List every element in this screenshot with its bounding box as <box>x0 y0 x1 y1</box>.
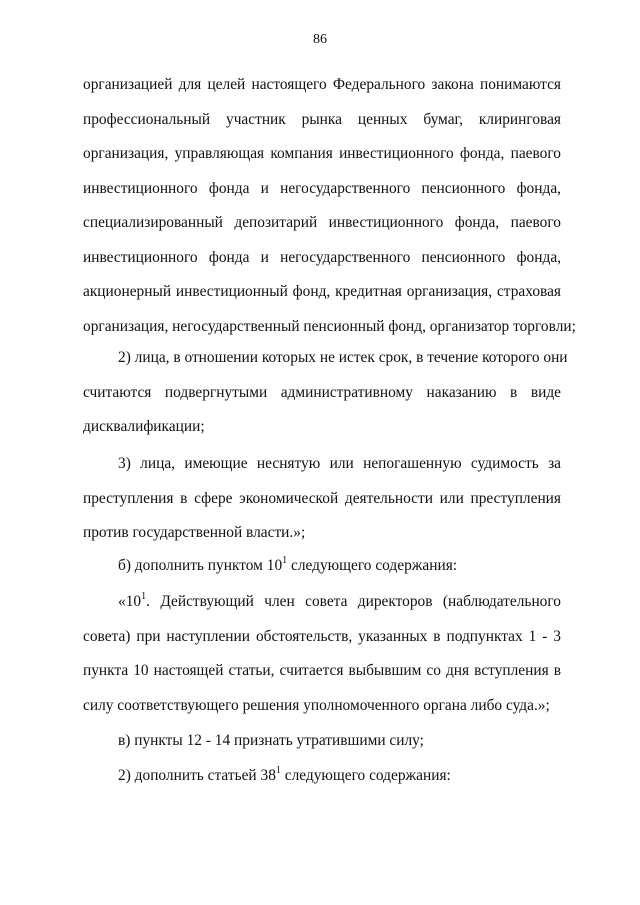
text-line: в) пункты 12 - 14 признать утратившими силу; <box>118 732 424 749</box>
text-line: силу соответствующего решения уполномоченного органа либо суда.»; <box>83 696 550 714</box>
text-segment: «10 <box>118 593 142 610</box>
text-segment: б) дополнить пунктом 10 <box>118 557 283 574</box>
text-line: акционерный инвестиционный фонд, кредитная организация, страховая <box>83 283 561 300</box>
text-line: дисквалификации; <box>83 418 205 435</box>
text-line: специализированный депозитарий инвестиционного фонда, паевого <box>83 214 561 231</box>
text-line: организация, управляющая компания инвестиционного фонда, паевого <box>83 145 561 162</box>
text-segment: 2) дополнить статьей 38 <box>118 767 276 784</box>
text-line: профессиональный участник рынка ценных бумаг, клиринговая <box>83 110 561 128</box>
superscript: 1 <box>282 554 288 566</box>
text-line: против государственной власти.»; <box>83 524 306 541</box>
paragraph-4 <box>83 549 561 584</box>
text-line <box>83 759 561 794</box>
paragraph-3 <box>83 447 561 551</box>
superscript: 1 <box>141 590 147 602</box>
text-line: 3) лица, имеющие неснятую или непогашенную судимость за <box>118 455 561 472</box>
paragraph-1 <box>83 68 576 344</box>
text-line: инвестиционного фонда и негосударственного пенсионного фонда, <box>83 248 561 266</box>
text-line <box>83 585 561 620</box>
text-line: организацией для целей настоящего Федерального закона понимаются <box>83 76 561 93</box>
paragraph-5 <box>83 585 561 723</box>
text-segment: . Действующий член совета директоров (наблюдательного <box>146 593 561 610</box>
paragraph-6 <box>83 724 561 759</box>
page-number: 86 <box>313 32 327 47</box>
text-line: считаются подвергнутыми административному наказанию в виде <box>83 383 561 401</box>
text-line: пункта 10 настоящей статьи, считается выбывшим со дня вступления в <box>83 662 561 679</box>
text-line: организация, негосударственный пенсионный фонд, организатор торговли; <box>83 317 576 335</box>
text-line: преступления в сфере экономической деятельности или преступления <box>83 489 561 507</box>
paragraph-7 <box>83 759 561 794</box>
text-line <box>83 549 561 584</box>
superscript: 1 <box>275 764 281 776</box>
text-line: инвестиционного фонда и негосударственного пенсионного фонда, <box>83 179 561 197</box>
text-segment: следующего содержания: <box>287 557 458 574</box>
paragraph-2 <box>83 341 568 445</box>
text-segment: следующего содержания: <box>280 767 451 784</box>
text-line: 2) лица, в отношении которых не истек срок, в течение которого они <box>118 349 568 366</box>
text-line: совета) при наступлении обстоятельств, указанных в подпунктах 1 - 3 <box>83 627 561 645</box>
